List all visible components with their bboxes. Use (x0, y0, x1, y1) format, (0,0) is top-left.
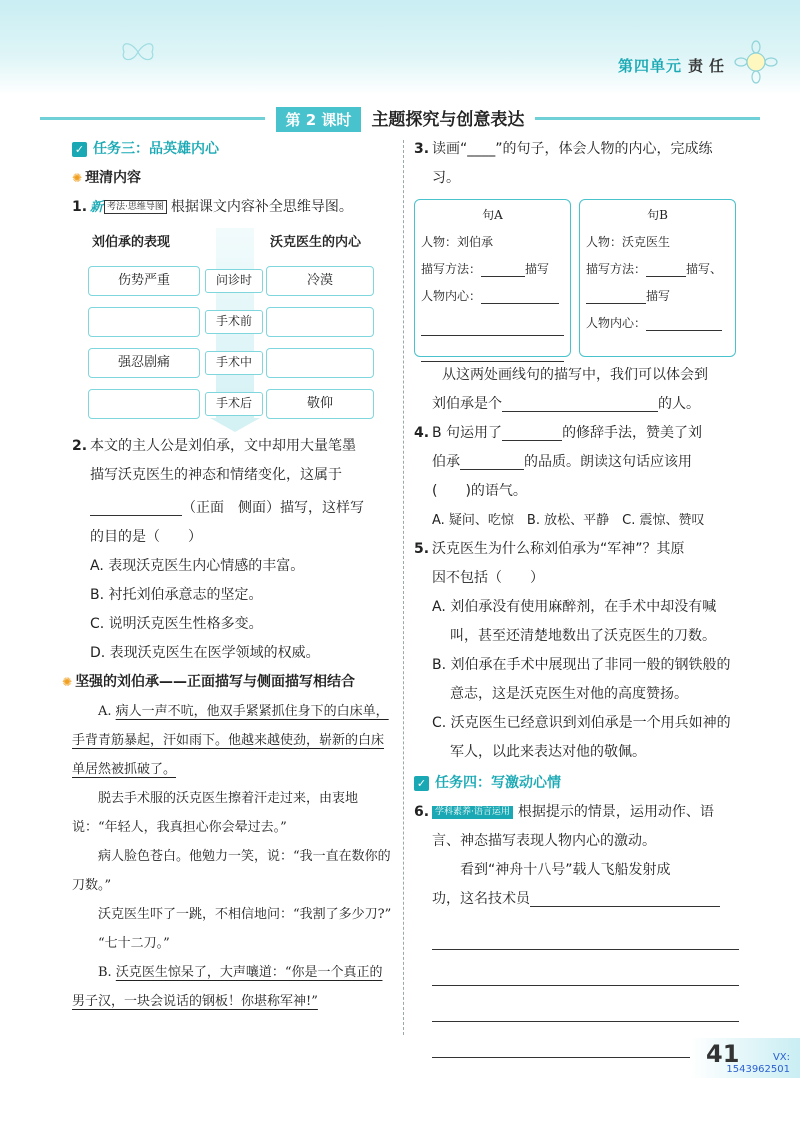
writing-area[interactable] (414, 914, 739, 1058)
unit-name: 第四单元 (617, 57, 682, 75)
stage-box: 手术后 (205, 392, 263, 416)
stage-box: 手术中 (205, 351, 263, 375)
literacy-badge: 学科素养·语言运用 (432, 806, 513, 819)
unit-label (618, 55, 730, 76)
question-2: 2. 本文的主人公是刘伯承，文中却用大量笔墨 描写沃克医生的神态和情绪变化，这属于 （正面 侧面）描写，这样写 的目的是（ ） (72, 438, 364, 545)
underlined-sentence-b: 沃克医生惊呆了，大声嚷道：“你是一个真正的男子汉，一块会说话的钢板！你堪称军神!” (72, 965, 383, 1009)
writing-line[interactable] (530, 889, 720, 907)
passage-a: A. 病人一声不吭，他双手紧紧抓住身下的白床单，手背青筋暴起，汗如雨下。他越来越使劲，崭新的白床单居然被抓破了。 (72, 704, 389, 777)
liu-box: 强忍剧痛 (88, 348, 200, 378)
liu-box-blank[interactable] (88, 307, 200, 337)
underlined-sentence-a: 病人一声不吭，他双手紧紧抓住身下的白床单，手背青筋暴起，汗如雨下。他越来越使劲，崭新的白床单居然被抓破了。 (72, 704, 389, 777)
question-1: 1. 新 考法·思维导图 根据课文内容补全思维导图。 (72, 199, 353, 215)
new-mark: 新 (90, 200, 104, 215)
answer-blank[interactable] (586, 286, 646, 304)
answer-blank[interactable] (481, 259, 525, 277)
task-4-heading: ✓ 任务四：写激动心情 (414, 769, 739, 798)
right-column (414, 135, 739, 1058)
answer-blank[interactable] (502, 423, 562, 441)
gear-icon: ✺ (62, 675, 73, 689)
stage-box: 手术前 (205, 310, 263, 334)
answer-line[interactable] (421, 316, 564, 336)
mind-map-row (88, 266, 378, 296)
answer-blank[interactable] (502, 394, 658, 412)
walker-box-blank[interactable] (266, 348, 374, 378)
passage-paragraph: 脱去手术服的沃克医生擦着汗走过来，由衷地说：“年轻人，我真担心你会晕过去。” (72, 791, 359, 835)
sentence-boxes (414, 199, 739, 357)
writing-line[interactable] (432, 950, 739, 986)
question-4: 4. B 句运用了 的修辞手法，赞美了刘 伯承 的品质。朗读这句话应该用 ( )的语气。 A. 疑问、吃惊 B. 放松、平静 C. 震惊、赞叹 (414, 419, 739, 535)
lesson-tag: 第 2 课时 (276, 107, 362, 132)
question-6: 6. 学科素养·语言运用 根据提示的情景，运用动作、语言、神态描写表现人物内心的激动。 (414, 804, 714, 849)
check-icon: ✓ (72, 142, 87, 157)
walker-box: 冷漠 (266, 266, 374, 296)
mind-map-right-header: 沃克医生的内心 (270, 235, 362, 250)
answer-blank[interactable] (90, 498, 182, 516)
title-rule-right (535, 117, 760, 120)
option-d[interactable]: D. 表现沃克医生在医学领域的权威。 (90, 645, 320, 661)
answer-blank[interactable] (460, 452, 524, 470)
mind-map-row (88, 389, 378, 419)
mind-map (88, 228, 378, 428)
passage-paragraph: 病人脸色苍白。他勉力一笑，说：“我一直在数你的刀数。” (72, 849, 391, 893)
sentence-b-box: 句B 人物：沃克医生 描写方法： 描写、 描写 人物内心： (579, 199, 736, 357)
subheading-strong-liu: ✺ 坚强的刘伯承——正面描写与侧面描写相结合 (62, 668, 394, 697)
watermark: VX: 1543962501 (726, 1052, 790, 1075)
passage-paragraph: 沃克医生吓了一跳，不相信地问：“我割了多少刀?” (98, 907, 392, 922)
answer-blank[interactable] (481, 286, 559, 304)
question-5: 5. 沃克医生为什么称刘伯承为“军神”？其原 因不包括（ ） (414, 541, 685, 586)
lesson-title (0, 105, 800, 131)
left-column (62, 135, 394, 1016)
option-c[interactable]: C. 说明沃克医生性格多变。 (90, 616, 263, 632)
option-b[interactable]: B. 衬托刘伯承意志的坚定。 (90, 587, 263, 603)
walker-box: 敬仰 (266, 389, 374, 419)
q6-prompt-line2: 功，这名技术员 (414, 885, 739, 914)
butterfly-icon (118, 38, 158, 66)
writing-line[interactable] (432, 986, 739, 1022)
mind-map-row (88, 307, 378, 337)
passage-b: B. 沃克医生惊呆了，大声嚷道：“你是一个真正的男子汉，一块会说话的钢板！你堪称军神!” (72, 965, 383, 1009)
answer-blank[interactable] (646, 313, 722, 331)
sentence-a-box: 句A 人物：刘伯承 描写方法： 描写 人物内心： (414, 199, 571, 357)
question-3: 3. 读画“____”的句子，体会人物的内心，完成练习。 (414, 141, 713, 186)
mind-map-left-header: 刘伯承的表现 (92, 235, 171, 250)
unit-topic: 责任 (687, 57, 730, 75)
option-c[interactable]: C. 沃克医生已经意识到刘伯承是一个用兵如神的军人，以此来表达对他的敬佩。 (432, 715, 731, 760)
title-rule-left (40, 117, 265, 120)
writing-line[interactable] (432, 914, 739, 950)
walker-box-blank[interactable] (266, 307, 374, 337)
stage-box: 问诊时 (205, 269, 263, 293)
option-b[interactable]: B. 刘伯承在手术中展现出了非同一般的钢铁般的意志，这是沃克医生对他的高度赞扬。 (432, 657, 731, 702)
q6-prompt: 看到“神舟十八号”载人飞船发射成 (460, 862, 671, 878)
answer-blank[interactable] (646, 259, 686, 277)
subheading-sort-content: ✺ 理清内容 (72, 164, 394, 193)
flower-icon (734, 40, 778, 84)
mind-map-row (88, 348, 378, 378)
option-a[interactable]: A. 刘伯承没有使用麻醉剂，在手术中却没有喊叫，甚至还清楚地数出了沃克医生的刀数。 (432, 599, 717, 644)
task-3-heading: ✓ 任务三：品英雄内心 (72, 135, 394, 164)
q3-conclusion: 从这两处画线句的描写中，我们可以体会到 (442, 367, 708, 383)
question-type-badge: 考法·思维导图 (104, 200, 167, 214)
q4-options[interactable]: A. 疑问、吃惊 B. 放松、平静 C. 震惊、赞叹 (432, 513, 705, 528)
liu-box: 伤势严重 (88, 266, 200, 296)
passage-paragraph: “七十二刀。” (98, 936, 170, 951)
page-number: 41 (706, 1040, 740, 1068)
option-a[interactable]: A. 表现沃克医生内心情感的丰富。 (90, 558, 305, 574)
check-icon: ✓ (414, 776, 429, 791)
column-divider (403, 140, 404, 1035)
gear-icon: ✺ (72, 171, 83, 185)
q3-conclusion-line2: 刘伯承是个 的人。 (432, 396, 700, 412)
liu-box-blank[interactable] (88, 389, 200, 419)
answer-line[interactable] (421, 342, 564, 362)
lesson-main-title: 主题探究与创意表达 (371, 110, 525, 130)
